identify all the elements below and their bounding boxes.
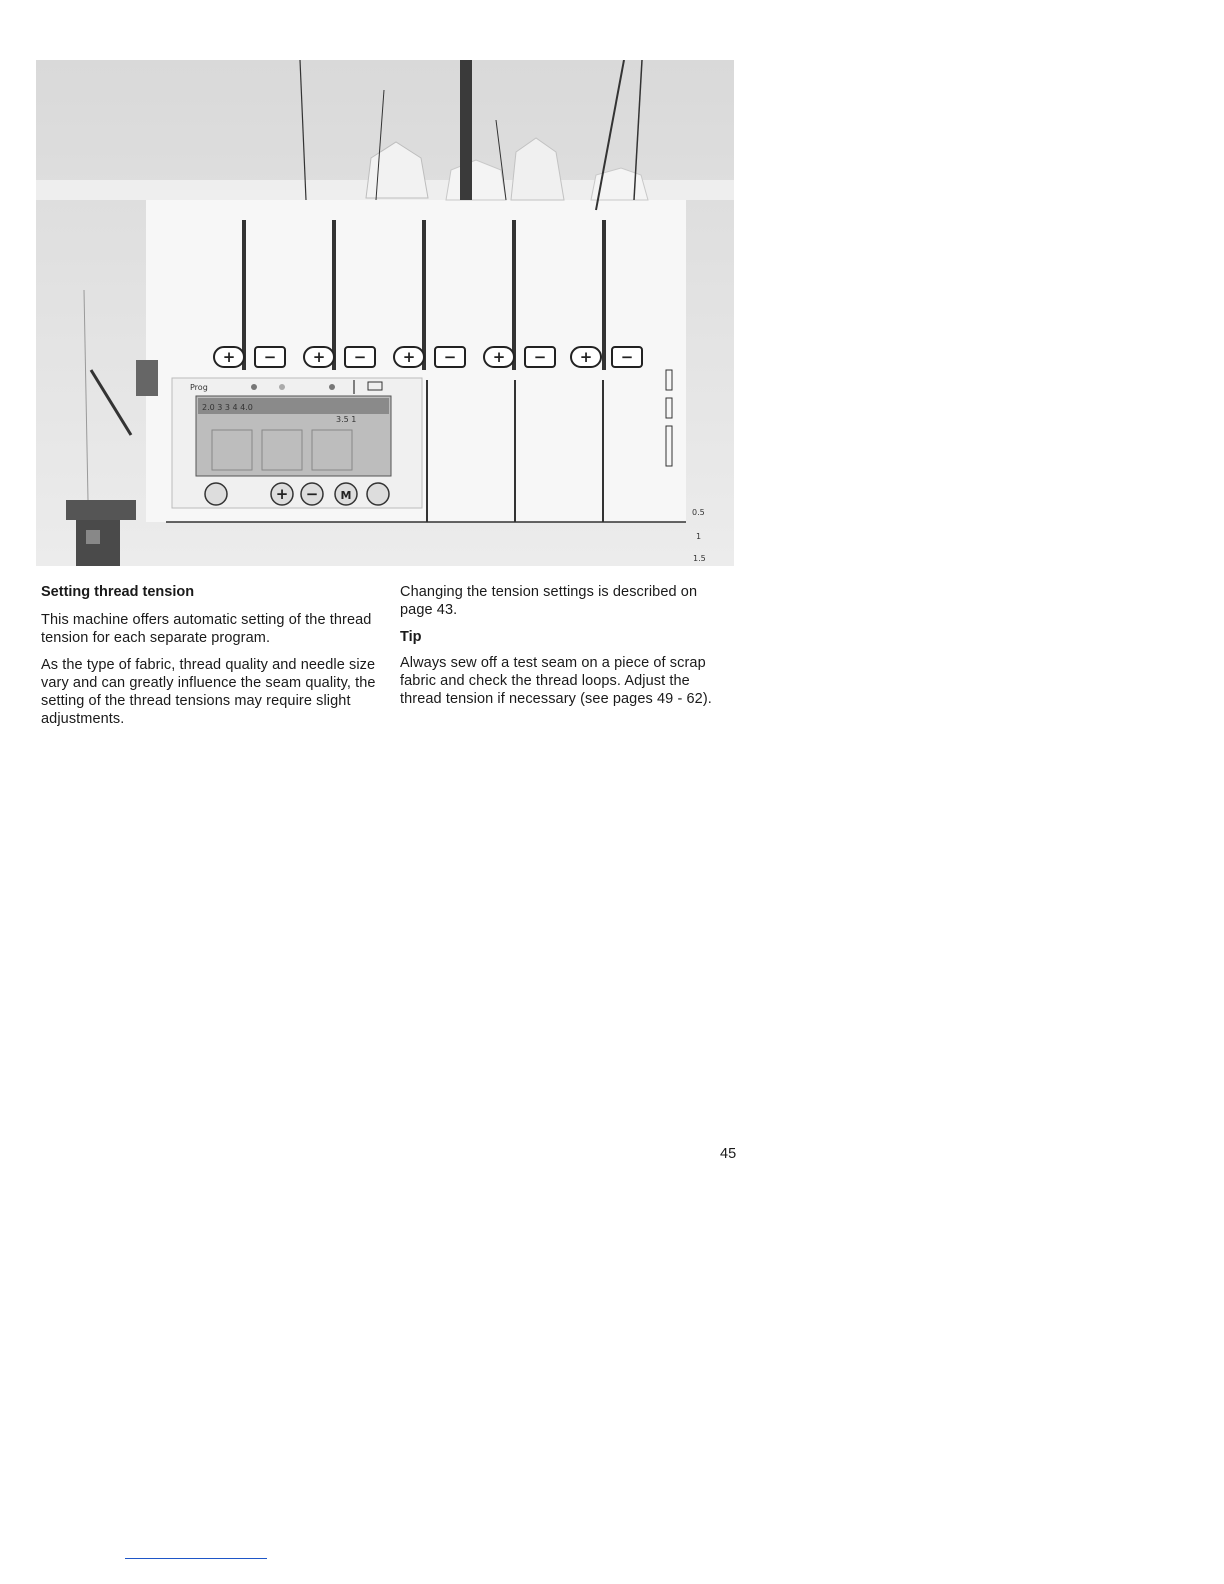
- tension-plus-4: [484, 347, 514, 367]
- sewing-machine-photo: [36, 60, 734, 566]
- svg-text:+: +: [312, 348, 326, 366]
- right-paragraph-1: Changing the tension settings is described on page 43.: [400, 584, 698, 618]
- prog-label: Prog: [190, 383, 208, 392]
- control-panel: [172, 378, 422, 508]
- tension-plus-2: [304, 347, 334, 367]
- right-column: [400, 583, 730, 717]
- svg-text:+: +: [275, 485, 289, 503]
- tension-plus-5: [571, 347, 601, 367]
- section-heading: Setting thread tension: [41, 584, 195, 600]
- tension-minus-3: [435, 347, 465, 367]
- svg-text:1: 1: [696, 532, 702, 541]
- svg-text:−: −: [353, 348, 367, 366]
- page-number: 45: [720, 1146, 737, 1162]
- left-column: [41, 583, 381, 737]
- tip-heading: Tip: [400, 629, 422, 645]
- tension-minus-4: [525, 347, 555, 367]
- footer-rule: [125, 1558, 267, 1559]
- svg-text:−: −: [533, 348, 547, 366]
- left-paragraph-2: As the type of fabric, thread quality and needle size vary and can greatly influence the seam quality, the setting of the thread tensions may require slight adjustments.: [41, 657, 376, 727]
- svg-text:1.5: 1.5: [693, 554, 706, 563]
- lcd-screen: [196, 396, 391, 476]
- svg-text:+: +: [579, 348, 593, 366]
- tension-plus-1: [214, 347, 244, 367]
- svg-text:−: −: [305, 485, 319, 503]
- tension-minus-1: [255, 347, 285, 367]
- right-paragraph-2: Always sew off a test seam on a piece of scrap fabric and check the thread loops. Adjust the thread tension if necessary (see pages 49 - 62).: [400, 655, 712, 707]
- svg-text:2.0 3 3 4 4.0: 2.0 3 3 4 4.0: [202, 403, 253, 412]
- svg-text:−: −: [443, 348, 457, 366]
- svg-text:M: M: [340, 489, 352, 502]
- svg-text:+: +: [492, 348, 506, 366]
- svg-text:0.5: 0.5: [692, 508, 705, 517]
- svg-text:+: +: [222, 348, 236, 366]
- svg-text:+: +: [402, 348, 416, 366]
- svg-text:−: −: [263, 348, 277, 366]
- tension-minus-5: [612, 347, 642, 367]
- svg-text:3.5 1: 3.5 1: [336, 415, 357, 424]
- tension-plus-3: [394, 347, 424, 367]
- left-paragraph-1: This machine offers automatic setting of the thread tension for each separate program.: [41, 612, 372, 646]
- tension-minus-2: [345, 347, 375, 367]
- svg-text:−: −: [620, 348, 634, 366]
